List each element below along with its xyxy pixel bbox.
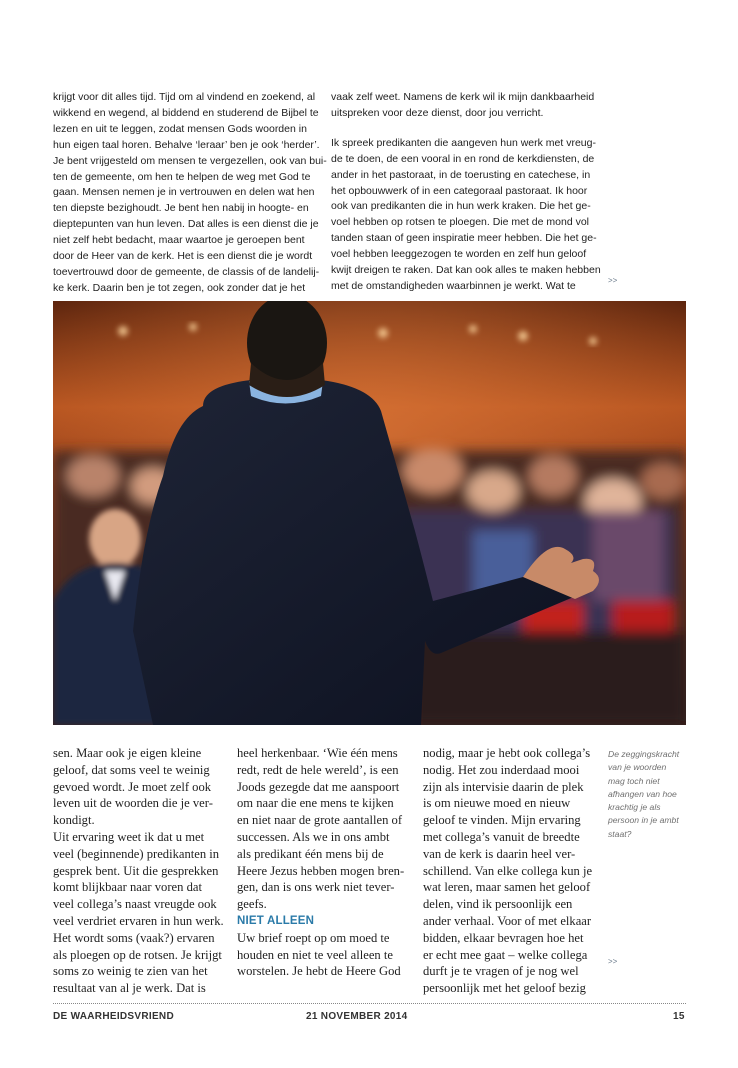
- article-column-1: [53, 745, 223, 997]
- text-line: dieptepunten van hun leven. Dat alles is een dienst die je: [53, 218, 319, 231]
- text-line: Heere Jezus hebben mogen bren-: [237, 863, 405, 878]
- text-line: soms zo weinig te zien van het: [53, 964, 208, 979]
- text-line: successen. Als we in ons ambt: [237, 829, 390, 844]
- footer-magazine-name: DE WAARHEIDSVRIEND: [53, 1011, 174, 1022]
- text-line: veel (beginnende) predikanten in: [53, 846, 220, 861]
- continue-marker-bottom: >>: [608, 957, 618, 966]
- text-line: staat?: [608, 828, 632, 839]
- text-line: Het wordt soms (vaak?) ervaren: [53, 930, 215, 945]
- text-line: ander in het pastoraat, in de toerusting en catechese, in: [331, 168, 591, 181]
- text-line: vaak zelf weet. Namens de kerk wil ik mijn dankbaarheid: [331, 91, 595, 103]
- text-line: voel hebben leeggezogen te worden en zelf hun geloof: [331, 248, 587, 261]
- text-line: nodig, maar je hebt ook collega’s: [423, 746, 591, 760]
- text-line: om naar die ene mens te kijken: [237, 796, 394, 811]
- speaker-conference-photo: [53, 301, 686, 725]
- text-line: persoon in je ambt: [608, 815, 679, 826]
- photo-illustration: [53, 301, 686, 725]
- text-line: sen. Maar ook je eigen kleine: [53, 746, 202, 760]
- text-line: zijn als intervisie daarin de plek: [423, 779, 584, 794]
- footer-divider: [53, 1003, 686, 1004]
- text-line: ten diepste bezighoudt. Je bent hen nabij in hoogte- en: [53, 202, 309, 215]
- pull-quote: [608, 748, 698, 841]
- text-line: kondigt.: [53, 813, 95, 828]
- text-line: als predikant één mens bij de: [237, 846, 384, 861]
- text-line: wikkend en wegend, al biddend en studerend de Bijbel te: [53, 106, 319, 119]
- text-line: gesprek bent. Uit die gesprekken: [53, 863, 219, 878]
- footer-date: 21 NOVEMBER 2014: [306, 1011, 408, 1022]
- section-subheading: NIET ALLEEN: [237, 914, 315, 927]
- text-line: Uw brief roept op om moed te: [237, 930, 390, 945]
- text-line: er echt mee gaat – welke collega: [423, 947, 588, 962]
- continue-marker: >>: [608, 276, 618, 285]
- text-line: ke kerk. Daarin ben je tot zegen, ook zonder dat je het: [53, 281, 306, 294]
- text-line: ander verhaal. Voor of met elkaar: [423, 913, 592, 928]
- text-line: worstelen. Je hebt de Heere God: [237, 964, 401, 979]
- article-column-2: [237, 745, 407, 980]
- text-line: Ik spreek predikanten die aangeven hun werk met vreug-: [331, 136, 596, 149]
- text-line: uitspreken voor deze dienst, door jou verricht.: [331, 106, 544, 119]
- paragraph: [237, 745, 407, 913]
- text-line: gevoed wordt. Je moet zelf ook: [53, 779, 212, 794]
- text-line: en niet naar de grote aantallen of: [237, 813, 403, 828]
- text-line: als ploegen op de rotsen. Je krijgt: [53, 947, 222, 962]
- text-line: mag toch niet: [608, 775, 660, 786]
- text-line: schillend. Van elke collega kun je: [423, 863, 593, 878]
- text-line: kwijt dreigen te raken. Dat kan ook alles te maken hebben: [331, 264, 601, 277]
- text-line: leven uit de woorden die je ver-: [53, 796, 213, 811]
- page-number: 15: [673, 1011, 685, 1022]
- text-line: nodig. Het zou inderdaad mooi: [423, 762, 580, 777]
- text-line: Je bent vrijgesteld om mensen te vergezellen, ook van bui-: [53, 154, 327, 167]
- paragraph: [331, 90, 596, 122]
- text-line: van de kerk is daarin heel ver-: [423, 846, 576, 861]
- text-line: heel herkenbaar. ‘Wie één mens: [237, 746, 398, 760]
- text-line: het opbouwwerk of in een categoraal pastoraat. Ik hoor: [331, 184, 588, 197]
- text-line: Joods gezegde dat me aanspoort: [237, 779, 400, 794]
- text-line: lezen en uit te leggen, zodat mensen Gods woorden in: [53, 122, 307, 135]
- text-line: is om nieuwe moed en nieuw: [423, 796, 571, 811]
- text-line: wat leren, maar samen het geloof: [423, 880, 591, 895]
- text-line: voel hebben op rotsen te ploegen. Die met de mond vol: [331, 216, 590, 229]
- text-line: niet zelf hebt bedacht, maar waartoe je geroepen bent: [53, 234, 305, 247]
- text-line: Uit ervaring weet ik dat u met: [53, 829, 205, 844]
- paragraph: [237, 930, 407, 980]
- text-line: met collega’s vanuit de breedte: [423, 829, 580, 844]
- text-line: veel collega’s naast vreugde ook: [53, 897, 217, 912]
- text-line: komt blijkbaar naar voren dat: [53, 880, 202, 895]
- text-line: gen, dan is ons werk niet tever-: [237, 880, 395, 895]
- article-column-top-right: [331, 90, 601, 295]
- text-line: ten de gemeente, om hen te helpen de weg met God te: [53, 170, 311, 183]
- article-column-top-left: [53, 90, 327, 297]
- text-line: redt, redt de hele wereld’, is een: [237, 762, 399, 777]
- text-line: delen, vind ik persoonlijk een: [423, 897, 573, 912]
- paragraph: [331, 136, 601, 295]
- text-line: houden en niet te veel alleen te: [237, 947, 393, 962]
- text-line: De zeggingskracht: [608, 749, 680, 759]
- text-line: ook van predikanten die in hun werk kraken. Die het ge-: [331, 200, 591, 213]
- text-line: geloof te vinden. Mijn ervaring: [423, 813, 581, 828]
- text-line: de te doen, de een vooral in en rond de kerkdiensten, de: [331, 152, 595, 165]
- text-line: krachtig je als: [608, 802, 661, 813]
- text-line: veel verdriet ervaren in hun werk.: [53, 913, 224, 928]
- text-line: gaan. Mensen nemen je in vertrouwen en delen wat hen: [53, 186, 315, 199]
- text-line: krijgt voor dit alles tijd. Tijd om al vindend en zoekend, al: [53, 91, 316, 103]
- text-line: van je woorden: [608, 762, 667, 773]
- text-line: persoonlijk met het geloof bezig: [423, 981, 586, 996]
- text-line: geloof, dat soms veel te weinig: [53, 762, 210, 777]
- text-line: bidden, elkaar bevragen hoe het: [423, 930, 584, 945]
- text-line: hun eigen taal horen. Behalve ‘leraar’ ben je ook ‘herder’.: [53, 138, 320, 151]
- text-line: resultaat van al je werk. Dat is: [53, 981, 206, 996]
- text-line: door de Heer van de kerk. Het is een dienst die je wordt: [53, 250, 313, 263]
- text-line: tanden staan of geen inspiratie meer hebben. Die het ge-: [331, 232, 597, 245]
- text-line: met de omstandigheden waarbinnen je werkt. Wat te: [331, 279, 576, 292]
- article-column-3: [423, 745, 598, 997]
- text-line: afhangen van hoe: [608, 788, 677, 799]
- text-line: toevertrouwd door de gemeente, de classis of de landelij-: [53, 265, 320, 278]
- text-line: durft je te vragen of je nog wel: [423, 964, 579, 979]
- text-line: geefs.: [237, 897, 267, 912]
